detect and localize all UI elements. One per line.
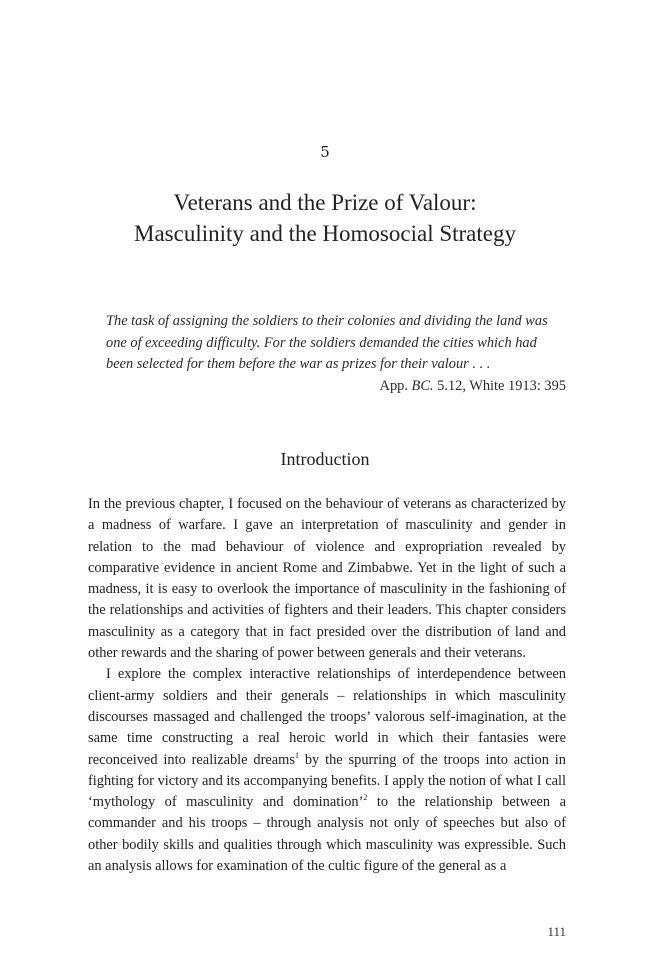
epigraph xyxy=(106,311,566,397)
paragraph-2 xyxy=(88,664,566,877)
citation-author: App. xyxy=(379,377,408,394)
paragraph-1: In the previous chapter, I focused on the behaviour of veterans as characterized by a madness of warfare. I gave an interpretation of masculinity and gender in relation to the mad behaviour of violence and expropriation revealed by comparative evidence in ancient Rome and Zimbabwe. Yet in the light of such a madness, it is easy to overlook the importance of masculinity in the fashioning of the relationships and activities of fighters and their leaders. This chapter considers masculinity as a category that in fact presided over the distribution of land and other rewards and the sharing of power between generals and their veterans. xyxy=(88,496,566,662)
epigraph-quote: The task of assigning the soldiers to their colonies and dividing the land was one of exceeding difficulty. For the soldiers demanded the cities which had been selected for them before the war as prizes for their valour . . . xyxy=(106,313,548,372)
epigraph-citation xyxy=(106,376,566,398)
chapter-title-line-2: Masculinity and the Homosocial Strategy xyxy=(134,221,516,246)
citation-reference: 5.12, White 1913: 395 xyxy=(437,377,566,394)
paragraph-2-part-b: by the spurring of the troops into action in fighting for victory and its accompanying benefits. I apply the notion of what I call ‘mythology of masculinity and domination’ xyxy=(88,751,566,811)
footnote-marker-2: 2 xyxy=(363,793,368,803)
paragraph-2-part-a: I explore the complex interactive relationships of interdependence between client-army soldiers and their generals – relationships in which masculinity discourses massaged and challenged the troops’ valorous self-imagination, at the same time constructing a real heroic world in which their fantasies were reconceived into realizable dreams xyxy=(88,666,566,768)
chapter-title-line-1: Veterans and the Prize of Valour: xyxy=(173,190,477,215)
chapter-number: 5 xyxy=(320,143,330,161)
section-heading: Introduction xyxy=(280,449,370,469)
footnote-marker-1: 1 xyxy=(294,750,299,760)
citation-work: BC. xyxy=(411,377,434,394)
paragraph-2-part-c: to the relationship between a commander and his troops – through analysis not only of speeches but also of other bodily skills and qualities through which masculinity was expressible. Such an analysis allows for examination of the cultic figure of the general as a xyxy=(88,794,566,875)
page-number: 111 xyxy=(547,924,566,939)
chapter-title xyxy=(0,187,650,249)
body-text xyxy=(88,494,566,877)
